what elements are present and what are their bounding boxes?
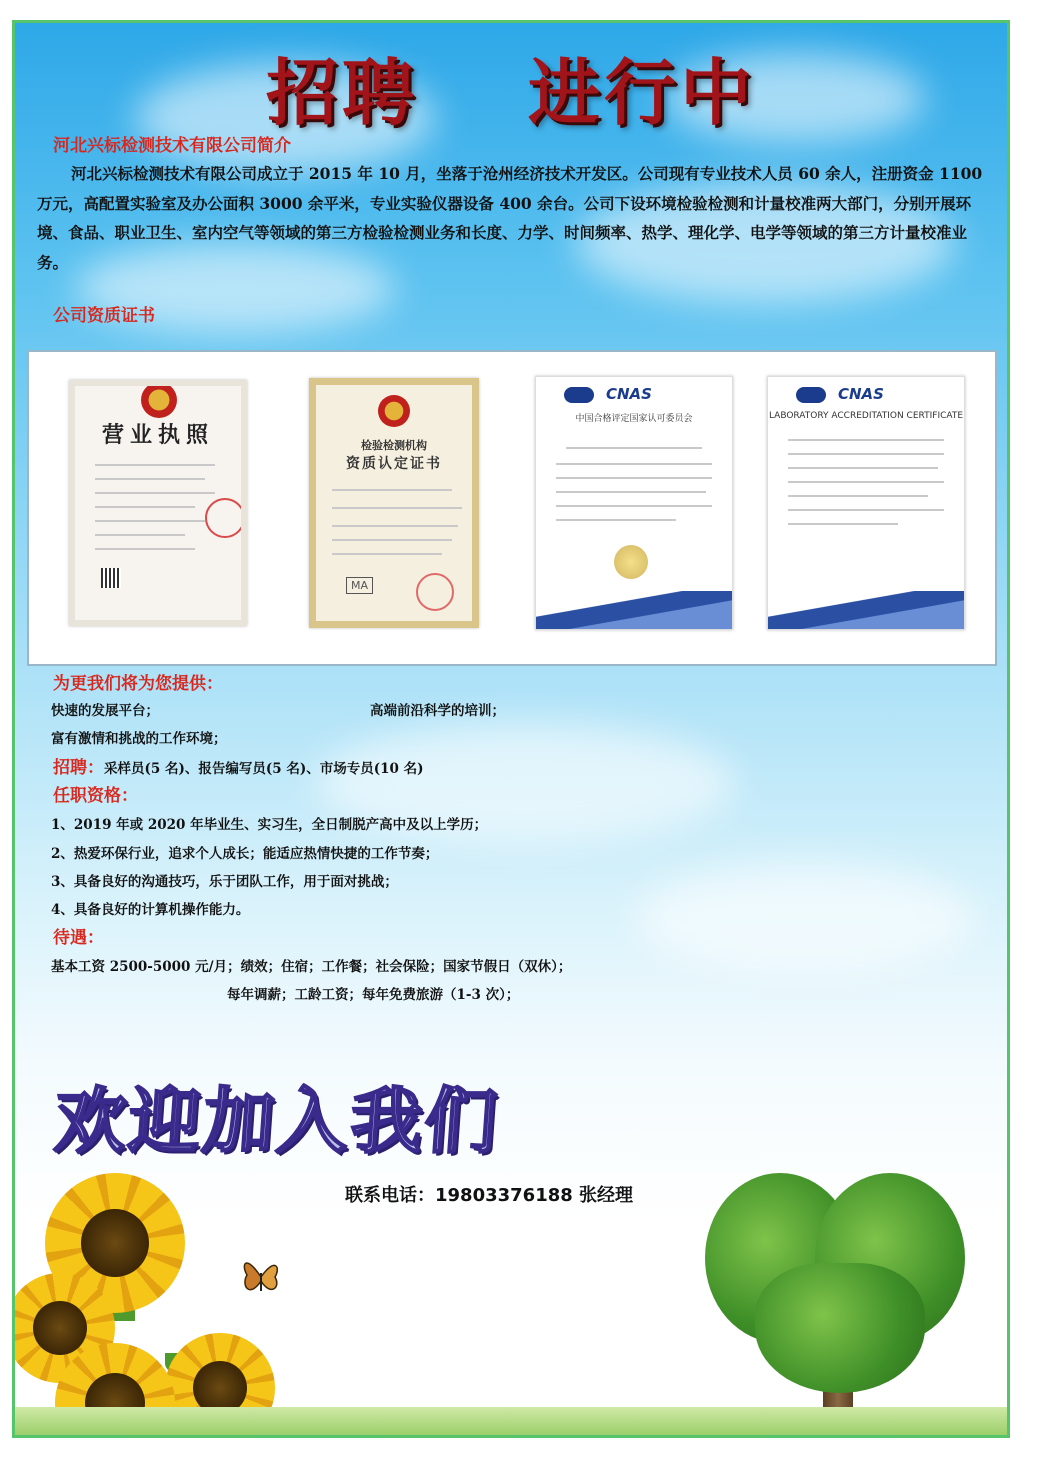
blue-wave-decoration xyxy=(536,591,732,629)
cnas-certificate-en xyxy=(767,376,965,630)
red-stamp-icon xyxy=(416,573,454,611)
requirement-item: 1、2019 年或 2020 年毕业生、实习生，全日制脱产高中及以上学历； xyxy=(51,817,488,833)
business-license xyxy=(69,380,247,626)
company-intro-title: 河北兴标检测技术有限公司简介 xyxy=(53,136,291,156)
offer-item-3: 富有激情和挑战的工作环境； xyxy=(51,731,227,747)
butterfly-icon xyxy=(241,1251,281,1303)
requirements-title: 任职资格： xyxy=(53,786,138,806)
headline-right: 进行中 xyxy=(528,50,757,135)
requirement-item: 2、热爱环保行业，追求个人成长；能适应热情快捷的工作节奏； xyxy=(51,846,439,862)
recruit-label: 招聘： xyxy=(53,758,104,778)
red-stamp-icon xyxy=(205,498,245,538)
cnas-emblem-icon xyxy=(564,387,594,403)
license-title: 营业执照 xyxy=(101,422,214,448)
headline-left: 招聘 xyxy=(265,50,418,135)
cnas-logo: CNAS xyxy=(838,385,884,403)
benefits-line-1: 基本工资 2500-5000 元/月；绩效；住宿；工作餐；社会保险；国家节假日（双休）； xyxy=(51,959,572,975)
cnas-certificate-cn xyxy=(535,376,733,630)
recruit-positions: 采样员(5 名)、报告编写员(5 名)、市场专员(10 名) xyxy=(104,761,424,777)
cnas-logo: CNAS xyxy=(606,385,652,403)
certificates-title: 公司资质证书 xyxy=(53,306,155,326)
offer-title: 为更我们将为您提供： xyxy=(53,674,223,694)
qualification-certificate xyxy=(309,378,479,628)
blue-wave-decoration xyxy=(768,591,964,629)
headline xyxy=(15,35,1007,139)
requirement-item: 3、具备良好的沟通技巧，乐于团队工作，用于面对挑战； xyxy=(51,874,398,890)
welcome-slogan: 欢迎加入我们 xyxy=(51,1078,502,1163)
recruitment-poster xyxy=(12,20,1010,1438)
recruit-line xyxy=(53,753,424,778)
cnas-cn-title: 中国合格评定国家认可委员会 xyxy=(575,414,693,424)
cnas-en-title: LABORATORY ACCREDITATION CERTIFICATE xyxy=(768,411,964,421)
national-emblem-icon xyxy=(378,395,410,427)
national-emblem-icon xyxy=(141,382,177,418)
company-intro-text: 河北兴标检测技术有限公司成立于 2015 年 10 月，坐落于沧州经济技术开发区。公司现有专业技术人员 60 余人，注册资金 1100 万元，高配置实验室及办公面积 3000 余平米，专业实验仪器设备 400 余台。公司下设环境检验检测和计量校准两大部门，分别开展环境、食品、职业卫生、室内空气等领域的第三方检验检测业务和长度、力学、时间频率、热学、理化学、电学等领域的第三方计量校准业务。 xyxy=(37,164,983,272)
benefits-line-2: 每年调薪；工龄工资；每年免费旅游（1-3 次）； xyxy=(227,987,520,1003)
offer-item-2: 高端前沿科学的培训； xyxy=(370,703,505,719)
cnas-emblem-icon xyxy=(796,387,826,403)
qualification-title-2: 资质认定证书 xyxy=(346,456,442,472)
qr-code-icon xyxy=(101,568,121,588)
benefits-title: 待遇： xyxy=(53,928,104,948)
qualification-title-1: 检验检测机构 xyxy=(361,439,427,452)
offer-item-1: 快速的发展平台； xyxy=(51,703,159,719)
gold-seal-icon xyxy=(614,545,648,579)
requirement-item: 4、具备良好的计算机操作能力。 xyxy=(51,902,250,918)
certificate-strip xyxy=(27,350,997,666)
ma-mark: MA xyxy=(346,577,373,594)
grass-decoration xyxy=(15,1407,1007,1435)
contact-phone: 联系电话：19803376188 张经理 xyxy=(345,1185,634,1206)
cloud xyxy=(635,863,975,973)
